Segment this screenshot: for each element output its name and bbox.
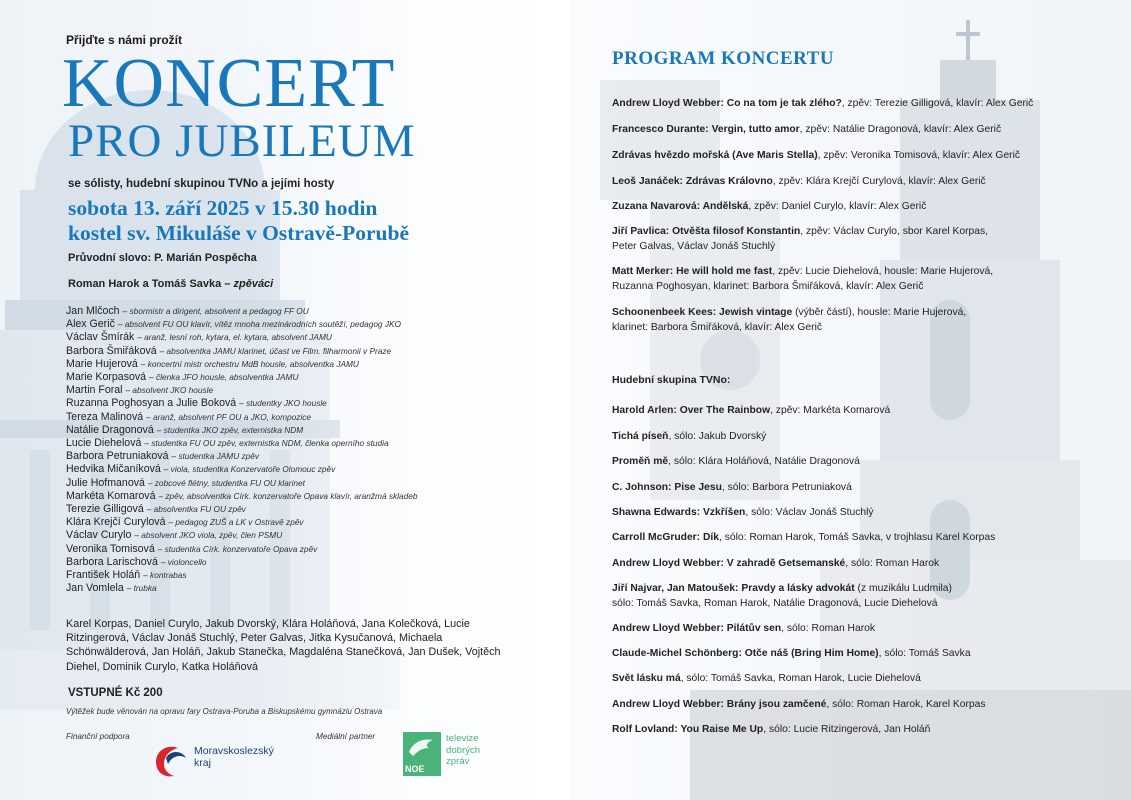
media-partner-label: Mediální partner: [316, 732, 376, 741]
band-item: Jiří Najvar, Jan Matoušek: Pravdy a lásky advokát (z muzikálu Ludmila) sólo: Tomáš Savka, Roman Harok, Natálie Dragonová, Lucie Diehelová: [612, 583, 952, 609]
band-item: Shawna Edwards: Vzkříšen, sólo: Václav Jonáš Stuchlý: [612, 507, 874, 518]
guide-text: Průvodní slovo: P. Marián Pospěcha: [68, 252, 257, 264]
performer-item: Alex Gerič – absolvent FU OU klavír, vítěz mnoha mezinárodních soutěží, pedagog JKO: [66, 318, 401, 331]
performer-item: Klára Krejčí Curylová – pedagog ZUŠ a LK v Ostravě zpěv: [66, 516, 304, 529]
noe-logo: [403, 732, 503, 782]
singers-role: – zpěváci: [224, 278, 274, 290]
program-item: Schoonenbeek Kees: Jewish vintage (výběr částí), housle: Marie Hujerová, klarinet: Barbora Šmiřáková, klavír: Alex Gerič: [612, 307, 967, 333]
band-item: Proměň mě, sólo: Klára Holáňová, Natálie Dragonová: [612, 456, 860, 467]
program-item: Leoš Janáček: Zdrávas Královno, zpěv: Klára Krejčí Curylová, klavír: Alex Gerič: [612, 176, 986, 187]
performer-item: Julie Hofmanová – zobcové flétny, studentka FU OU klarinet: [66, 476, 305, 489]
singers-line: [68, 278, 273, 290]
program-item: Matt Merker: He will hold me fast, zpěv: Lucie Diehelová, housle: Marie Hujerová, Ruzanna Poghosyan, klarinet: Barbora Šmiřáková, klavír: Alex Gerič: [612, 266, 994, 292]
band-item: Carroll McGruder: Dík, sólo: Roman Harok, Tomáš Savka, v trojhlasu Karel Korpas: [612, 532, 996, 543]
band-item: Tichá píseň, sólo: Jakub Dvorský: [612, 431, 767, 442]
proceeds-note: Výtěžek bude věnován na opravu fary Ostrava-Poruba a Biskupskému gymnáziu Ostrava: [66, 707, 383, 716]
performer-item: Hedvika Mičaníková – viola, studentka Konzervatoře Olomouc zpěv: [66, 463, 336, 476]
noe-mark: NOE: [405, 764, 425, 774]
program-item: Jiří Pavlica: Otvěšta filosof Konstantin, zpěv: Václav Curylo, sbor Karel Korpas, Peter Galvas, Václav Jonáš Stuchlý: [612, 226, 988, 252]
performer-item: Václav Curylo – absolvent JKO viola, zpěv, člen PSMU: [66, 529, 283, 542]
band-item: Harold Arlen: Over The Rainbow, zpěv: Markéta Komarová: [612, 405, 891, 416]
band-item: Claude-Michel Schönberg: Otče náš (Bring Him Home), sólo: Tomáš Savka: [612, 648, 971, 659]
entry-fee: VSTUPNÉ Kč 200: [68, 687, 163, 699]
program-item: Francesco Durante: Vergin, tutto amor, zpěv: Natálie Dragonová, klavír: Alex Gerič: [612, 124, 1002, 135]
title-koncert: KONCERT: [62, 45, 396, 122]
noe-dove-icon: [403, 732, 441, 776]
performer-item: Lucie Diehelová – studentka FU OU zpěv, externistka NDM, členka operního studia: [66, 437, 389, 450]
performer-item: Ruzanna Poghosyan a Julie Boková – studentky JKO housle: [66, 397, 327, 410]
performer-item: Veronika Tomisová – studentka Círk. konzervatoře Opava zpěv: [66, 542, 318, 555]
financial-support-label: Finanční podpora: [66, 732, 130, 741]
concert-date: sobota 13. září 2025 v 15.30 hodin: [68, 196, 378, 220]
performer-item: Natálie Dragonová – studentka JKO zpěv, externistka NDM: [66, 423, 304, 436]
performer-item: Václav Šmírák – aranž, lesní roh, kytara, el. kytara, absolvent JAMU: [66, 331, 332, 344]
performer-item: Barbora Larischová – violoncello: [66, 555, 207, 568]
with-soloists: se sólisty, hudební skupinou TVNo a jejími hosty: [68, 178, 335, 190]
program-item: Andrew Lloyd Webber: Co na tom je tak zlého?, zpěv: Terezie Gilligová, klavír: Alex Gerič: [612, 98, 1034, 109]
noe-text: televize dobrých zpráv: [446, 733, 481, 767]
performer-item: Barbora Petruniaková – studentka JAMU zpěv: [66, 450, 260, 463]
left-panel: [0, 0, 565, 800]
performer-item: Markéta Komarová – zpěv, absolventka Círk. konzervatoře Opava klavír, aranžmá skladeb: [66, 489, 418, 502]
band-item: Andrew Lloyd Webber: Brány jsou zamčené, sólo: Roman Harok, Karel Korpas: [612, 699, 986, 710]
band-heading: Hudební skupina TVNo:: [612, 374, 731, 386]
singers-names: Roman Harok a Tomáš Savka: [68, 278, 222, 290]
msk-text: Moravskoslezský kraj: [194, 745, 274, 769]
performer-item: Tereza Malinová – aranž, absolvent PF OU a JKO, kompozice: [66, 410, 312, 423]
moravskoslezsky-kraj-logo: [150, 740, 300, 780]
band-item: Andrew Lloyd Webber: V zahradě Getsemanské, sólo: Roman Harok: [612, 558, 940, 569]
band-item: Andrew Lloyd Webber: Pilátův sen, sólo: Roman Harok: [612, 623, 876, 634]
band-item: Rolf Lovland: You Raise Me Up, sólo: Lucie Ritzingerová, Jan Holáň: [612, 724, 931, 735]
performers-list: [66, 305, 417, 595]
performer-item: Barbora Šmiřáková – absolventka JAMU klarinet, účast ve Film. filharmonii v Praze: [66, 344, 392, 357]
choir-members: Karel Korpas, Daniel Curylo, Jakub Dvorský, Klára Holáňová, Jana Kolečková, Lucie Ritzingerová, Václav Jonáš Stuchlý, Peter Galvas, Jitka Kysučanová, Michaela Schönwälderová, Jan Holáň, Jakub Stanečka, Magdaléna Stanečková, Jan Dušek, Vojtěch Diehel, Dominik Curylo, Katka Holáňová: [66, 618, 501, 673]
program-title: PROGRAM KONCERTU: [612, 48, 835, 69]
program-item: Zdrávas hvězdo mořská (Ave Maris Stella), zpěv: Veronika Tomisová, klavír: Alex Gerič: [612, 150, 1021, 161]
title-pro-jubileum: PRO JUBILEUM: [68, 115, 416, 167]
performer-item: Marie Korpasová – členka JFO housle, absolventka JAMU: [66, 371, 299, 384]
performer-item: František Holáň – kontrabas: [66, 569, 187, 582]
band-item: Svět lásku má, sólo: Tomáš Savka, Roman Harok, Lucie Diehelová: [612, 673, 921, 684]
performer-item: Jan Vomlela – trubka: [66, 582, 157, 595]
concert-place: kostel sv. Mikuláše v Ostravě-Porubě: [68, 221, 409, 245]
program-item: Zuzana Navarová: Andělská, zpěv: Daniel Curylo, klavír: Alex Gerič: [612, 201, 927, 212]
performer-item: Martin Foral – absolvent JKO housle: [66, 384, 214, 397]
performer-item: Terezie Gilligová – absolventka FU OU zpěv: [66, 503, 246, 516]
performer-item: Jan Mlčoch – sbormistr a dirigent, absolvent a pedagog FF OU: [66, 305, 309, 317]
performer-item: Marie Hujerová – koncertní mistr orchestru MdB housle, absolventka JAMU: [66, 357, 359, 370]
invite-text: Přijďte s námi prožít: [66, 33, 182, 47]
band-item: C. Johnson: Pise Jesu, sólo: Barbora Petruniaková: [612, 482, 852, 493]
msk-emblem-icon: [150, 740, 190, 780]
